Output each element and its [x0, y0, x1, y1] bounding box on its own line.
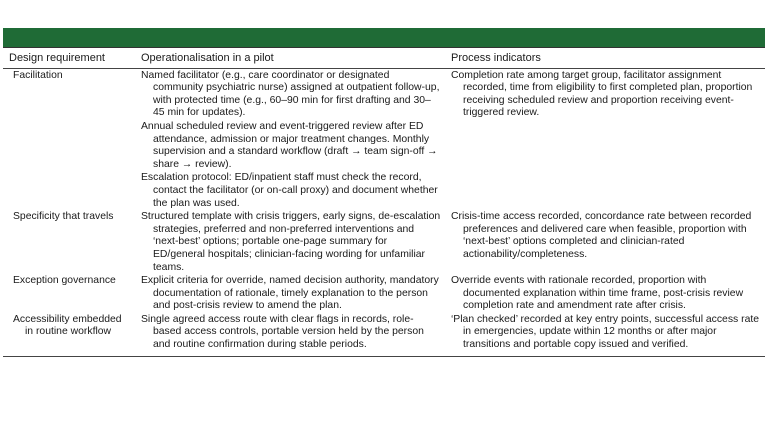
operationalisation-cell: [135, 313, 445, 356]
design-requirements-table: [3, 47, 765, 356]
table-row: [3, 274, 765, 313]
requirement-cell: Exception governance: [13, 275, 116, 287]
indicators-cell: ‘Plan checked’ recorded at key entry points, successful access rate in emergencies, update within 12 months or after major transitions and portable copy issued and verified.: [451, 313, 760, 351]
operationalisation-item: Annual scheduled review and event-triggered review after ED attendance, admission or major treatment changes. Monthly supervision and a standard workflow (draft → team sign-off → share → review).: [141, 120, 438, 170]
table-container: [3, 28, 765, 357]
operationalisation-item: Named facilitator (e.g., care coordinator or designated community psychiatric nurse) assigned at outpatient follow-up, with protected time (e.g., 60–90 min for first drafting and 30–45 min for updates).: [141, 69, 440, 119]
title-bar: [3, 28, 765, 47]
operationalisation-item: Explicit criteria for override, named decision authority, mandatory documentation of rationale, timely explanation to the person and post-crisis review to amend the plan.: [141, 275, 439, 312]
requirement-cell: Facilitation: [13, 69, 63, 81]
requirement-cell: Accessibility embedded in routine workflow: [13, 313, 122, 338]
header-row: [3, 48, 765, 69]
requirement-cell: Specificity that travels: [13, 211, 114, 223]
table-row: [3, 313, 765, 356]
operationalisation-cell: [135, 274, 445, 313]
operationalisation-cell: [135, 68, 445, 210]
indicators-cell: Completion rate among target group, facilitator assignment recorded, time from eligibility to first completed plan, proportion receiving scheduled review and proportion receiving event-triggered review.: [451, 69, 753, 119]
table-row: [3, 68, 765, 210]
operationalisation-item: Single agreed access route with clear flags in records, role-based access controls, portable version held by the person and routine confirmation during stable periods.: [141, 313, 424, 351]
header-design-requirement: Design requirement: [3, 48, 135, 69]
indicators-cell: Override events with rationale recorded, proportion with documented explanation within time frame, post-crisis review completion rate and amendment rate after crisis.: [451, 275, 744, 312]
operationalisation-item: Structured template with crisis triggers, early signs, de-escalation strategies, preferred and non-preferred interventions and ‘next-best’ options; portable one-page summary for ED/general hospitals; clinician-facing wording for unfamiliar teams.: [141, 211, 441, 273]
operationalisation-item: Escalation protocol: ED/inpatient staff must check the record, contact the facilitator (or on-call proxy) and document whether the plan was used.: [141, 172, 438, 209]
bottom-rule: [3, 356, 765, 357]
header-operationalisation: Operationalisation in a pilot: [135, 48, 445, 69]
operationalisation-cell: [135, 210, 445, 274]
table-row: [3, 210, 765, 274]
indicators-cell: Crisis-time access recorded, concordance rate between recorded preferences and delivered care when feasible, proportion with ‘next-best’ options completed and clinician-rated actionability/completeness.: [451, 211, 752, 260]
header-process-indicators: Process indicators: [445, 48, 765, 69]
